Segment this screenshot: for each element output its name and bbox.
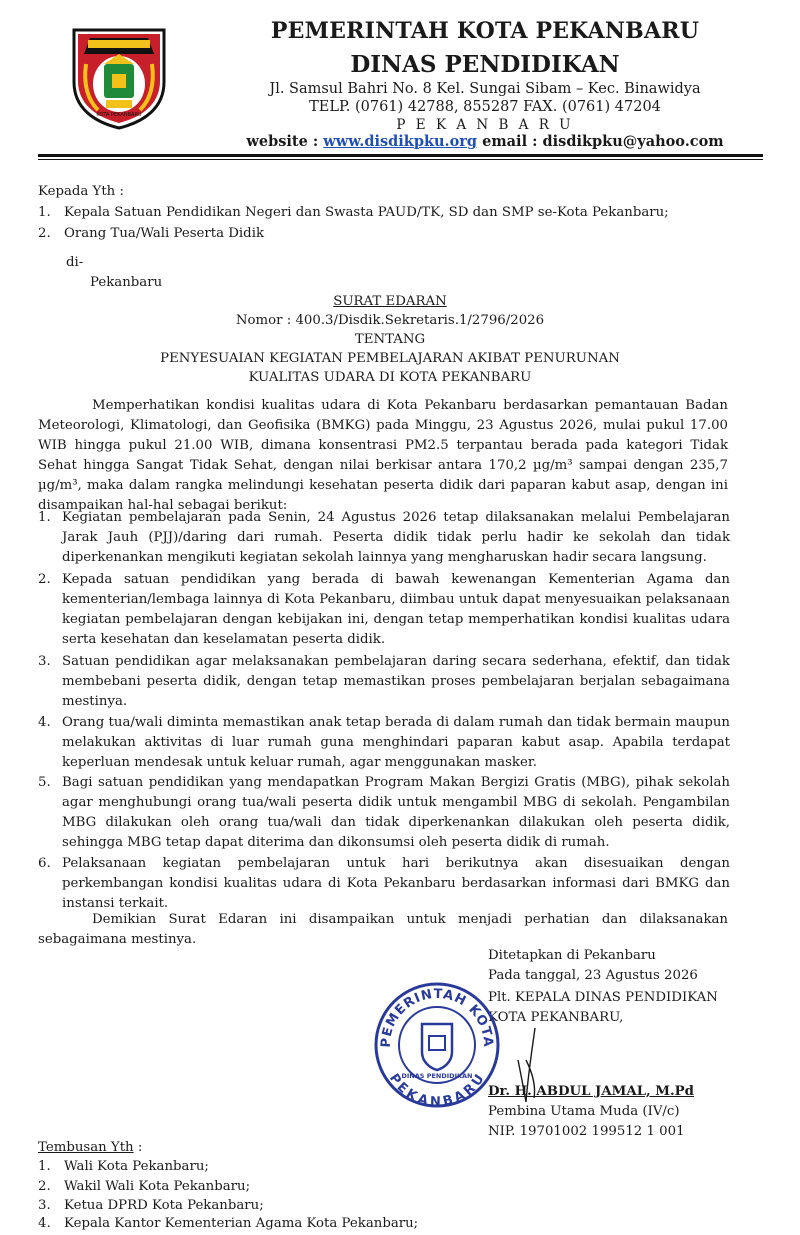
- cc-number: 4.: [38, 1216, 51, 1231]
- cc-number: 2.: [38, 1179, 51, 1194]
- recipient-item: Orang Tua/Wali Peserta Didik: [64, 226, 264, 241]
- recipient-item: Kepala Satuan Pendidikan Negeri dan Swasta PAUD/TK, SD dan SMP se-Kota Pekanbaru;: [64, 205, 669, 220]
- stamp-bottom-text: PEKANBARU: [385, 1071, 489, 1110]
- recipient-place: Pekanbaru: [90, 275, 163, 290]
- point-number: 5.: [38, 775, 51, 790]
- website-link[interactable]: www.disdikpku.org: [323, 133, 478, 150]
- cc-item: Wakil Wali Kota Pekanbaru;: [64, 1179, 251, 1194]
- cc-item: Wali Kota Pekanbaru;: [64, 1159, 209, 1174]
- cc-heading-label: Tembusan Yth: [38, 1140, 134, 1155]
- letterhead-government: PEMERINTAH KOTA PEKANBARU: [270, 18, 700, 44]
- letter-subject-line1: PENYESUAIAN KEGIATAN PEMBELAJARAN AKIBAT PENURUNAN: [160, 351, 620, 366]
- signature-date: Pada tanggal, 23 Agustus 2026: [488, 968, 698, 983]
- signature-place: Ditetapkan di Pekanbaru: [488, 948, 656, 963]
- cc-heading: [38, 1138, 142, 1158]
- signatory-name: Dr. H. ABDUL JAMAL, M.Pd: [488, 1084, 694, 1099]
- intro-text: Memperhatikan kondisi kualitas udara di Kota Pekanbaru berdasarkan pemantauan Badan Meteorologi, Klimatologi, dan Geofisika (BMKG) pada Minggu, 23 Agustus 2026, mulai pukul 17.00 WIB hingga pukul 21.00 WIB, dimana konsentrasi PM2.5 terpantau berada pada kategori Tidak Sehat hingga Sangat Tidak Sehat, dengan nilai berkisar antara 170,2 µg/m³ sampai dengan 235,7 µg/m³, maka dalam rangka melindungi kesehatan peserta didik dari paparan kabut asap, dengan ini disampaikan hal-hal sebagai berikut:: [38, 398, 728, 513]
- signature-position-line1: Plt. KEPALA DINAS PENDIDIKAN: [488, 990, 718, 1005]
- recipients-heading: Kepada Yth :: [38, 184, 124, 199]
- point-number: 4.: [38, 715, 51, 730]
- email-address: disdikpku@yahoo.com: [542, 133, 724, 150]
- letterhead-contact: [180, 133, 790, 150]
- letterhead-address: Jl. Samsul Bahri No. 8 Kel. Sungai Sibam – Kec. Binawidya: [269, 81, 701, 97]
- email-label: email :: [477, 133, 543, 150]
- website-label: website :: [246, 133, 324, 150]
- recipient-di: di-: [66, 255, 84, 270]
- closing-text: Demikian Surat Edaran ini disampaikan untuk menjadi perhatian dan dilaksanakan sebagaimana mestinya.: [38, 912, 728, 947]
- letterhead-rule-thick: [38, 154, 763, 157]
- city-emblem-logo: [68, 24, 170, 130]
- point-text: Kepada satuan pendidikan yang berada di bawah kewenangan Kementerian Agama dan kementerian/lembaga lainnya di Kota Pekanbaru, diimbau untuk dapat menyesuaikan pelaksanaan kegiatan pembelajaran dengan kebijakan ini, dengan tetap memperhatikan kondisi kualitas udara serta kesehatan dan keselamatan peserta didik.: [62, 572, 730, 647]
- letter-tentang: TENTANG: [354, 332, 426, 347]
- point-text: Orang tua/wali diminta memastikan anak tetap berada di dalam rumah dan tidak bermain maupun melakukan aktivitas di luar rumah guna menghindari paparan kabut asap. Apabila terdapat keperluan mendesak untuk keluar rumah, agar menggunakan masker.: [62, 715, 730, 770]
- cc-number: 3.: [38, 1198, 51, 1213]
- logo-caption: KOTA PEKANBARU: [96, 112, 142, 118]
- letterhead-city: P E K A N B A R U: [396, 117, 574, 133]
- cc-number: 1.: [38, 1159, 51, 1174]
- point-number: 2.: [38, 572, 51, 587]
- point-text: Pelaksanaan kegiatan pembelajaran untuk hari berikutnya akan disesuaikan dengan perkembangan kondisi kualitas udara di Kota Pekanbaru berdasarkan informasi dari BMKG dan instansi terkait.: [62, 856, 730, 911]
- letterhead-rule-thin: [38, 159, 763, 160]
- intro-paragraph: [38, 396, 728, 516]
- signatory-rank: Pembina Utama Muda (IV/c): [488, 1104, 680, 1119]
- letter-subject-line2: KUALITAS UDARA DI KOTA PEKANBARU: [248, 370, 532, 385]
- point-number: 1.: [38, 510, 51, 525]
- letter-number: Nomor : 400.3/Disdik.Sekretaris.1/2796/2026: [235, 313, 545, 328]
- point-text: Kegiatan pembelajaran pada Senin, 24 Agustus 2026 tetap dilaksanakan melalui Pembelajaran Jarak Jauh (PJJ)/daring dari rumah. Peserta didik tidak perlu hadir ke sekolah dan tidak diperkenankan mengikuti kegiatan sekolah lainnya yang mengharuskan hadir secara langsung.: [62, 510, 730, 565]
- cc-item: Ketua DPRD Kota Pekanbaru;: [64, 1198, 264, 1213]
- stamp-inner-text: DINAS PENDIDIKAN: [401, 1072, 473, 1080]
- recipient-number: 2.: [38, 226, 51, 241]
- letterhead-department: DINAS PENDIDIKAN: [350, 51, 620, 78]
- cc-heading-colon: :: [133, 1140, 143, 1155]
- signature-position-line2: KOTA PEKANBARU,: [488, 1010, 624, 1025]
- signatory-nip: NIP. 19701002 199512 1 001: [488, 1124, 685, 1139]
- point-number: 3.: [38, 654, 51, 669]
- recipient-number: 1.: [38, 205, 51, 220]
- point-number: 6.: [38, 856, 51, 871]
- closing-paragraph: [38, 910, 728, 950]
- point-text: Satuan pendidikan agar melaksanakan pembelajaran daring secara sederhana, efektif, dan tidak membebani peserta didik, dengan tetap memastikan proses pembelajaran berjalan sebagaimana mestinya.: [62, 654, 730, 709]
- point-text: Bagi satuan pendidikan yang mendapatkan Program Makan Bergizi Gratis (MBG), pihak sekolah agar menghubungi orang tua/wali peserta didik untuk mengambil MBG di sekolah. Pengambilan MBG dilakukan oleh orang tua/wali dan tidak diperkenankan dilakukan oleh peserta didik, sehingga MBG tetap dapat diterima dan dikonsumsi oleh peserta didik di rumah.: [62, 775, 730, 850]
- stamp-top-text: PEMERINTAH KOTA: [378, 986, 496, 1048]
- cc-item: Kepala Kantor Kementerian Agama Kota Pekanbaru;: [64, 1216, 419, 1231]
- letterhead-phone: TELP. (0761) 42788, 855287 FAX. (0761) 47204: [309, 99, 661, 115]
- letter-type: SURAT EDARAN: [333, 294, 447, 309]
